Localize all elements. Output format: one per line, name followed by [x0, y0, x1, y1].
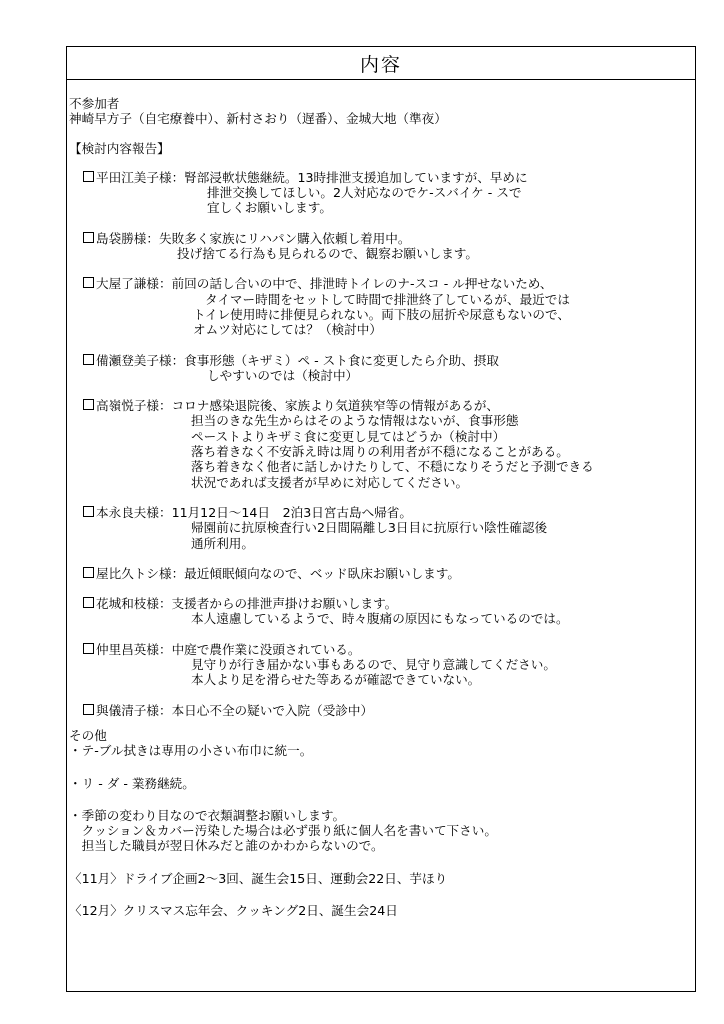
checkbox-square-icon [83, 171, 94, 182]
checkbox-square-icon [83, 597, 94, 608]
events-list [69, 854, 691, 919]
entry-text: タイマー時間をセットして時間で排泄終了しているが、最近では [205, 291, 570, 307]
entry-name: 島袋勝様： [96, 230, 159, 246]
entry-text: 失敗多く家族にリハパン購入依頼し着用中。 [158, 230, 411, 246]
absent-label: 不参加者 [69, 96, 120, 111]
entry-text: トイレ使用時に排便見られない。両下肢の屈折や尿意もないので、 [193, 306, 570, 322]
entry-name: 本永良夫様： [96, 504, 172, 520]
event-item: 〈11月〉ドライブ企画2～3回、誕生会15日、運動会22日、芋ほり [69, 870, 448, 886]
entry-text: 落ち着きなく他者に話しかけたりして、不穏になりそうだと予測できる [191, 459, 594, 475]
entry-name: 與儀清子様： [96, 702, 172, 718]
other-item: クッション＆カバー汚染した場合は必ず張り紙に個人名を書いて下さい。 [69, 823, 497, 839]
entry-text: 腎部浸軟状態継続。13時排泄支援追加していますが、早めに [184, 169, 528, 185]
entry-text: オムツ対応にしては？（検討中） [193, 322, 382, 338]
other-items [69, 743, 691, 853]
entry-name: 屋比久トシ様： [96, 565, 185, 581]
entry-text: しやすいのでは（検討中） [207, 367, 359, 383]
report-entry [69, 566, 691, 581]
event-item: 〈12月〉クリスマス忘年会、クッキング2日、誕生会24日 [69, 902, 398, 918]
entry-text: 支援者からの排泄声掛けお願いします。 [171, 596, 398, 612]
checkbox-square-icon [83, 643, 94, 654]
entry-text: 状況であれば支援者が早めに対応してください。 [191, 474, 469, 490]
entry-name: 花城和枝様： [96, 596, 172, 612]
entry-text: 食事形態（キザミ）ペ - スト食に変更したら介助、摂取 [184, 352, 499, 368]
entry-text: 宜しくお願いします。 [207, 200, 332, 216]
entry-text: 見守りが行き届かない事もあるので、見守り意識してください。 [191, 657, 556, 673]
entry-text: 排泄交換してほしい。2人対応なのでケ-スバイケ - スで [207, 185, 522, 201]
entry-text: コロナ感染退院後、家族より気道狭窄等の情報があるが、 [171, 398, 499, 414]
entry-text: 通所利用。 [191, 535, 254, 551]
other-label: その他 [69, 727, 107, 743]
entry-text: 最近傾眠傾向なので、ベッド臥床お願いします。 [184, 565, 460, 581]
entry-text: 中庭で農作業に没頭されている。 [171, 641, 361, 657]
report-entry [69, 703, 691, 718]
report-entry [69, 170, 691, 216]
other-item: ・季節の変わり目なので衣類調整お願いします。 [69, 807, 346, 823]
entry-name: 備瀬登美子様： [96, 352, 185, 368]
entry-name: 仲里昌英様： [96, 641, 172, 657]
entry-text: 11月12日～14日 2泊3日宮古島へ帰省。 [171, 504, 412, 520]
entry-text: 前回の話し合いの中で、排泄時トイレのナ-スコ - ル押せないため、 [171, 276, 553, 292]
report-entry [69, 505, 691, 551]
checkbox-square-icon [83, 506, 94, 517]
entry-text: 担当のきな先生からはそのような情報はないが、食事形態 [191, 413, 519, 429]
page-title: 内容 [67, 47, 695, 80]
entry-name: 高嶺悦子様： [96, 398, 172, 414]
report-entry [69, 353, 691, 384]
entry-text: 投げ捨てる行為も見られるので、観察お願いします。 [177, 246, 478, 262]
checkbox-square-icon [83, 399, 94, 410]
content-frame [66, 46, 696, 992]
entry-name: 平田江美子様： [96, 169, 185, 185]
checkbox-square-icon [83, 232, 94, 243]
report-entry [69, 642, 691, 688]
other-item: 担当した職員が翌日休みだと誰のかわからないので。 [69, 838, 384, 854]
report-entry [69, 231, 691, 262]
other-item: ・リ - ダ - 業務継続。 [69, 775, 195, 791]
report-entry [69, 398, 691, 490]
checkbox-square-icon [83, 277, 94, 288]
checkbox-square-icon [83, 567, 94, 578]
checkbox-square-icon [83, 704, 94, 715]
report-heading: 【検討内容報告】 [69, 140, 170, 156]
entry-text: 落ち着きなく不安訴え時は周りの利用者が不穏になることがある。 [191, 444, 569, 460]
entry-text: 帰園前に抗原検査行い2日間隔離し3日目に抗原行い陰性確認後 [191, 520, 548, 536]
entry-name: 大屋了謙様： [96, 276, 172, 292]
entry-text: 本日心不全の疑いで入院（受診中） [171, 702, 374, 718]
entry-text: 本人遠慮しているようで、時々腹痛の原因にもなっているのでは。 [191, 611, 569, 627]
checkbox-square-icon [83, 354, 94, 365]
report-entry [69, 276, 691, 337]
document-body [69, 96, 691, 918]
other-item: ・テ-ブル拭きは専用の小さい布巾に統一。 [69, 743, 313, 759]
entry-text: ペーストよりキザミ食に変更し見てはどうか（検討中） [191, 428, 506, 444]
entry-text: 本人より足を滑らせた等あるが確認できていない。 [191, 672, 481, 688]
report-entries [69, 156, 691, 718]
absent-names: 神崎早方子（自宅療養中）、新村さおり（遅番）、金城大地（準夜） [69, 111, 447, 127]
report-entry [69, 596, 691, 627]
